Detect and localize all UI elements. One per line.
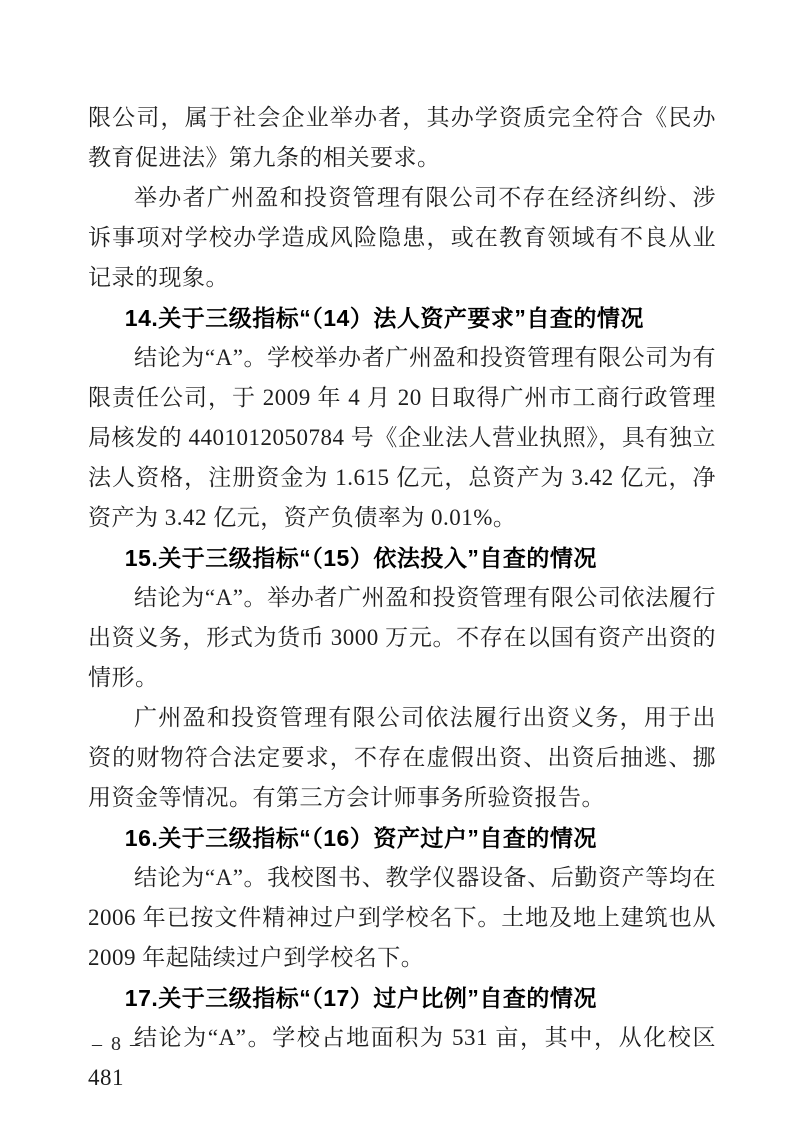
paragraph: 举办者广州盈和投资管理有限公司不存在经济纠纷、涉诉事项对学校办学造成风险隐患，或在教育领域有不良从业记录的现象。 <box>88 185 716 290</box>
paragraph: 结论为“A”。我校图书、教学仪器设备、后勤资产等均在 2006 年已按文件精神过户到学校名下。土地及地上建筑也从 2009 年起陆续过户到学校名下。 <box>88 865 716 970</box>
section-heading-17: 17.关于三级指标“（17）过户比例”自查的情况 <box>124 985 597 1011</box>
paragraph: 结论为“A”。学校占地面积为 531 亩，其中，从化校区 481 <box>88 1025 716 1090</box>
section-heading-15: 15.关于三级指标“（15）依法投入”自查的情况 <box>124 545 597 571</box>
paragraph: 结论为“A”。举办者广州盈和投资管理有限公司依法履行出资义务，形式为货币 3000 万元。不存在以国有资产出资的情形。 <box>88 585 716 690</box>
section-heading-16: 16.关于三级指标“（16）资产过户”自查的情况 <box>124 825 597 851</box>
paragraph: 广州盈和投资管理有限公司依法履行出资义务，用于出资的财物符合法定要求，不存在虚假出资、出资后抽逃、挪用资金等情况。有第三方会计师事务所验资报告。 <box>88 705 716 810</box>
section-heading-14: 14.关于三级指标“（14）法人资产要求”自查的情况 <box>124 305 644 331</box>
document-body <box>88 98 716 1098</box>
page-number-footer: – 8 – <box>92 1033 142 1055</box>
paragraph: 结论为“A”。学校举办者广州盈和投资管理有限公司为有限责任公司，于 2009 年 4 月 20 日取得广州市工商行政管理局核发的 4401012050784 号《企业法人营业执照》，具有独立法人资格，注册资金为 1.615 亿元，总资产为 3.42 亿元，净资产为 3.42 亿元，资产负债率为 0.01%。 <box>88 345 716 530</box>
paragraph-continuation: 限公司，属于社会企业举办者，其办学资质完全符合《民办教育促进法》第九条的相关要求。 <box>88 105 716 170</box>
